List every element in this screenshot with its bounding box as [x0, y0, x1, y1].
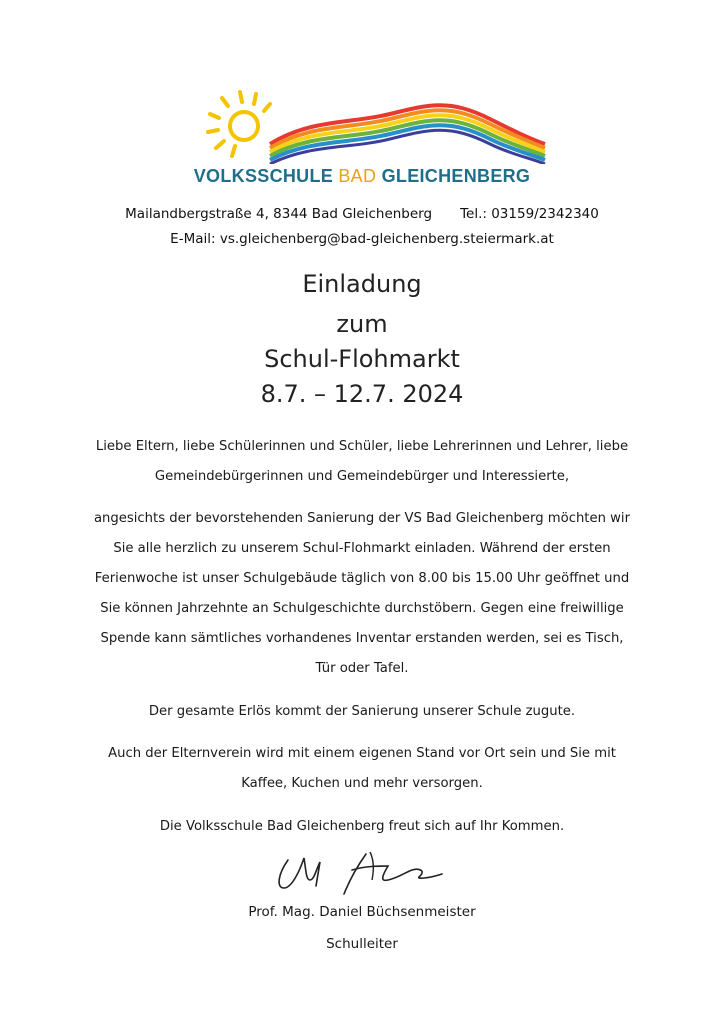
greeting-line: Liebe Eltern, liebe Schülerinnen und Schüler, liebe Lehrerinnen und Lehrer, liebe	[95, 439, 629, 454]
handwritten-signature	[270, 840, 460, 900]
signer-name: Prof. Mag. Daniel Büchsenmeister	[248, 904, 476, 920]
proceeds-paragraph: Der gesamte Erlös kommt der Sanierung unserer Schule zugute.	[148, 704, 576, 719]
title-line-3: Schul-Flohmarkt	[264, 345, 460, 373]
address-line	[0, 206, 724, 222]
school-name-part2: BAD	[338, 166, 377, 186]
main-line: angesichts der bevorstehenden Sanierung der VS Bad Gleichenberg möchten wir	[93, 511, 631, 526]
title-dates: 8.7. – 12.7. 2024	[260, 380, 464, 408]
sun-rainbow-logo-graphic	[200, 84, 560, 164]
parents-line: Auch der Elternverein wird mit einem eigenen Stand vor Ort sein und Sie mit	[108, 746, 616, 761]
main-line: Sie können Jahrzehnte an Schulgeschichte durchstöbern. Gegen eine freiwillige	[100, 601, 624, 616]
signer-role: Schulleiter	[326, 936, 398, 952]
main-line: Tür oder Tafel.	[315, 661, 409, 676]
parents-association-paragraph	[80, 739, 644, 799]
email-line: E-Mail: vs.gleichenberg@bad-gleichenberg.steiermark.at	[170, 231, 554, 247]
school-name-part3: GLEICHENBERG	[381, 166, 531, 186]
main-line: Sie alle herzlich zu unserem Schul-Flohmarkt einladen. Während der ersten	[113, 541, 611, 556]
greeting-paragraph	[80, 432, 644, 492]
school-name	[0, 166, 724, 187]
greeting-line: Gemeindebürgerinnen und Gemeindebürger und Interessierte,	[154, 469, 570, 484]
street-address: Mailandbergstraße 4, 8344 Bad Gleichenberg	[125, 206, 433, 222]
sun-icon	[208, 92, 270, 156]
closing-paragraph: Die Volksschule Bad Gleichenberg freut sich auf Ihr Kommen.	[159, 819, 565, 834]
main-line: Spende kann sämtliches vorhandenes Inventar erstanden werden, sei es Tisch,	[100, 631, 624, 646]
parents-line: Kaffee, Kuchen und mehr versorgen.	[241, 776, 483, 791]
title-line-2: zum	[336, 310, 388, 338]
main-line: Ferienwoche ist unser Schulgebäude täglich von 8.00 bis 15.00 Uhr geöffnet und	[94, 571, 630, 586]
phone-number: Tel.: 03159/2342340	[460, 206, 599, 222]
main-paragraph	[80, 504, 644, 684]
school-name-part1: VOLKSSCHULE	[193, 166, 334, 186]
title-line-1: Einladung	[302, 270, 422, 298]
